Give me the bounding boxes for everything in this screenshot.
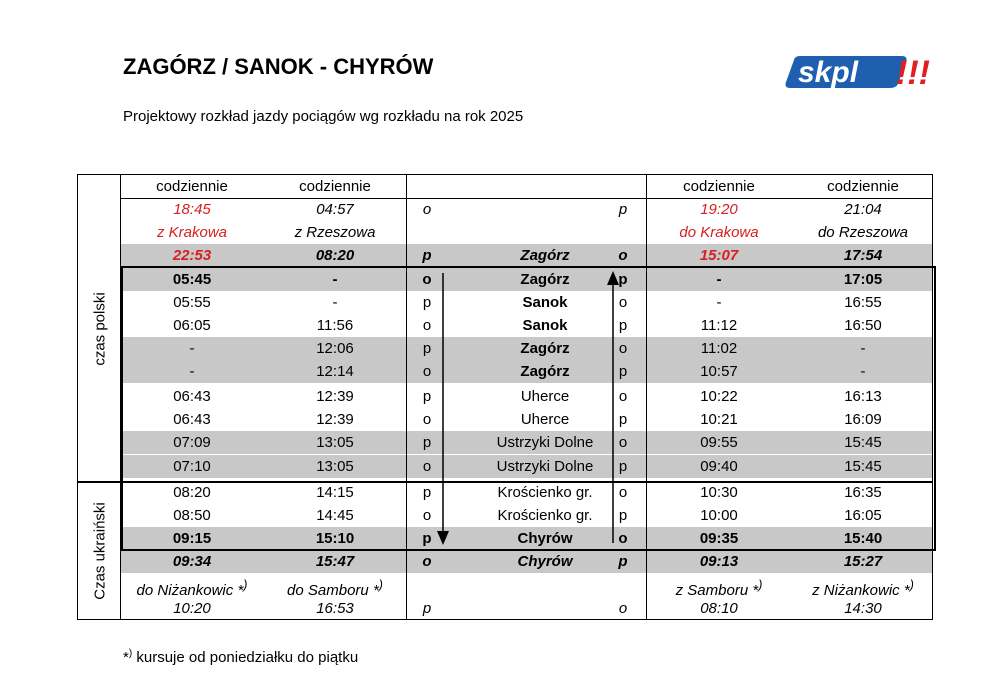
table-row [121,408,932,431]
destination-cell: do Samboru *) [287,578,383,599]
time-cell: 10:21 [700,411,738,428]
table-row [121,455,932,478]
time-cell: 15:40 [843,530,883,547]
table-row [121,574,932,597]
time-cell: 06:05 [173,317,211,334]
divider [120,175,121,619]
time-cell: 05:45 [172,271,212,288]
arr-dep-marker: p [618,271,628,288]
time-cell: 15:07 [699,247,739,264]
time-cell: 16:05 [844,507,882,524]
time-cell: 16:09 [844,411,882,428]
timetable [77,174,933,620]
table-row [121,268,932,291]
arrow-up-icon [603,269,623,547]
time-cell: 06:43 [173,411,211,428]
time-cell: 11:12 [700,317,738,334]
station-cell: Zagórz [520,340,570,357]
time-cell: 15:10 [315,530,355,547]
time-cell: - [332,294,338,311]
destination-cell: do Rzeszowa [817,224,909,241]
arr-dep-marker: p [422,530,432,547]
time-cell: 08:10 [700,600,738,617]
destination-cell: do Niżankowic *) [136,578,248,599]
time-cell: 14:30 [844,600,882,617]
table-row [121,481,932,504]
station-cell: Uherce [520,411,570,428]
arr-dep-marker: o [422,201,432,218]
logo-wordmark: skpl [798,56,859,89]
time-cell: 11:02 [700,340,738,357]
time-cell: 10:00 [700,507,738,524]
station-cell: Uherce [520,388,570,405]
time-cell: 06:43 [173,388,211,405]
table-row [121,198,932,221]
table-row [121,314,932,337]
logo-exclamations: !!! [896,54,930,92]
side-label-polish: czas polski [91,291,108,366]
column-header: codziennie [299,178,371,195]
time-cell: 17:54 [843,247,883,264]
arr-dep-marker: p [618,553,628,570]
arr-dep-marker: p [618,201,628,218]
time-cell: 10:57 [700,363,738,380]
divider [406,175,407,619]
arr-dep-marker: o [618,340,628,357]
time-cell: 10:22 [700,388,738,405]
station-cell: Sanok [522,294,568,311]
page-subtitle: Projektowy rozkład jazdy pociągów wg rozkładu na rok 2025 [123,108,524,125]
station-cell: Zagórz [520,247,570,264]
time-cell: 15:47 [315,553,355,570]
time-cell: - [189,363,195,380]
time-cell: 14:15 [316,484,354,501]
time-cell: 15:27 [843,553,883,570]
arr-dep-marker: p [422,247,432,264]
column-header: codziennie [156,178,228,195]
arr-dep-marker: o [422,363,432,380]
arr-dep-marker: p [422,434,432,451]
time-cell: 22:53 [172,247,212,264]
divider [78,481,932,483]
destination-cell: do Krakowa [679,224,759,241]
station-cell: Krościenko gr. [497,484,593,501]
time-cell: 15:45 [844,458,882,475]
time-cell: - [716,271,722,288]
time-cell: 09:55 [700,434,738,451]
origin-cell: z Krakowa [156,224,228,241]
arr-dep-marker: o [618,530,628,547]
arr-dep-marker: p [618,363,628,380]
time-cell: 17:05 [843,271,883,288]
time-cell: 09:34 [172,553,212,570]
arr-dep-marker: p [618,458,628,475]
table-row [121,431,932,454]
arr-dep-marker: p [422,600,432,617]
arr-dep-marker: o [422,553,432,570]
station-cell: Krościenko gr. [497,507,593,524]
time-cell: 12:39 [316,388,354,405]
arrow-down-icon [433,269,453,547]
time-cell: 16:35 [844,484,882,501]
time-cell: 09:13 [699,553,739,570]
side-polish-time [78,175,121,482]
time-cell: 08:50 [173,507,211,524]
time-cell: 21:04 [844,201,882,218]
arr-dep-marker: o [422,507,432,524]
header-row [121,175,932,198]
time-cell: 18:45 [173,201,211,218]
time-cell: 08:20 [315,247,355,264]
time-cell: 16:53 [316,600,354,617]
time-cell: 11:56 [316,317,354,334]
time-cell: 19:20 [700,201,738,218]
time-cell: - [189,340,195,357]
table-row [121,244,932,267]
table-row [121,360,932,383]
column-header: codziennie [683,178,755,195]
arr-dep-marker: p [422,340,432,357]
arr-dep-marker: o [422,271,432,288]
origin-cell: z Niżankowic *) [812,578,914,599]
arr-dep-marker: p [618,507,628,524]
arr-dep-marker: o [422,317,432,334]
skpl-logo [784,50,940,92]
table-row [121,597,932,620]
table-row [121,527,932,550]
table-row [121,291,932,314]
arr-dep-marker: o [618,294,628,311]
arr-dep-marker: o [618,434,628,451]
time-cell: 07:09 [173,434,211,451]
table-row [121,385,932,408]
side-ukrainian-time [78,482,121,619]
time-cell: 10:20 [173,600,211,617]
time-cell: 10:30 [700,484,738,501]
arr-dep-marker: o [618,600,628,617]
arr-dep-marker: o [422,458,432,475]
arr-dep-marker: o [618,247,628,264]
origin-cell: z Rzeszowa [294,224,376,241]
station-cell: Zagórz [520,271,570,288]
table-row [121,504,932,527]
divider [646,175,647,619]
origin-cell: z Samboru *) [675,578,763,599]
time-cell: 07:10 [173,458,211,475]
divider [121,198,932,199]
station-cell: Ustrzyki Dolne [496,434,594,451]
station-cell: Sanok [522,317,568,334]
table-row [121,337,932,360]
time-cell: - [860,363,866,380]
time-cell: 09:40 [700,458,738,475]
time-cell: 15:45 [844,434,882,451]
time-cell: 09:35 [699,530,739,547]
arr-dep-marker: p [422,388,432,405]
time-cell: 12:06 [316,340,354,357]
time-cell: 16:50 [844,317,882,334]
column-header: codziennie [827,178,899,195]
time-cell: 16:13 [844,388,882,405]
footnote: *) kursuje od poniedziałku do piątku [123,648,359,666]
side-label-ukrainian: Czas ukraiński [91,501,108,600]
arr-dep-marker: o [422,411,432,428]
table-row [121,550,932,573]
time-cell: 08:20 [173,484,211,501]
station-cell: Chyrów [517,553,573,570]
arr-dep-marker: p [422,294,432,311]
time-cell: 09:15 [172,530,212,547]
time-cell: 13:05 [316,458,354,475]
time-cell: 04:57 [316,201,354,218]
time-cell: 13:05 [316,434,354,451]
arr-dep-marker: o [618,388,628,405]
table-row [121,221,932,244]
time-cell: 16:55 [844,294,882,311]
time-cell: - [860,340,866,357]
station-cell: Chyrów [517,530,573,547]
station-cell: Zagórz [520,363,570,380]
arr-dep-marker: p [618,411,628,428]
time-cell: 12:39 [316,411,354,428]
time-cell: 05:55 [173,294,211,311]
time-cell: - [332,271,338,288]
time-cell: 14:45 [316,507,354,524]
arr-dep-marker: p [618,317,628,334]
time-cell: 12:14 [316,363,354,380]
station-cell: Ustrzyki Dolne [496,458,594,475]
arr-dep-marker: o [618,484,628,501]
arr-dep-marker: p [422,484,432,501]
page-title: ZAGÓRZ / SANOK - CHYRÓW [123,54,434,79]
time-cell: - [716,294,722,311]
